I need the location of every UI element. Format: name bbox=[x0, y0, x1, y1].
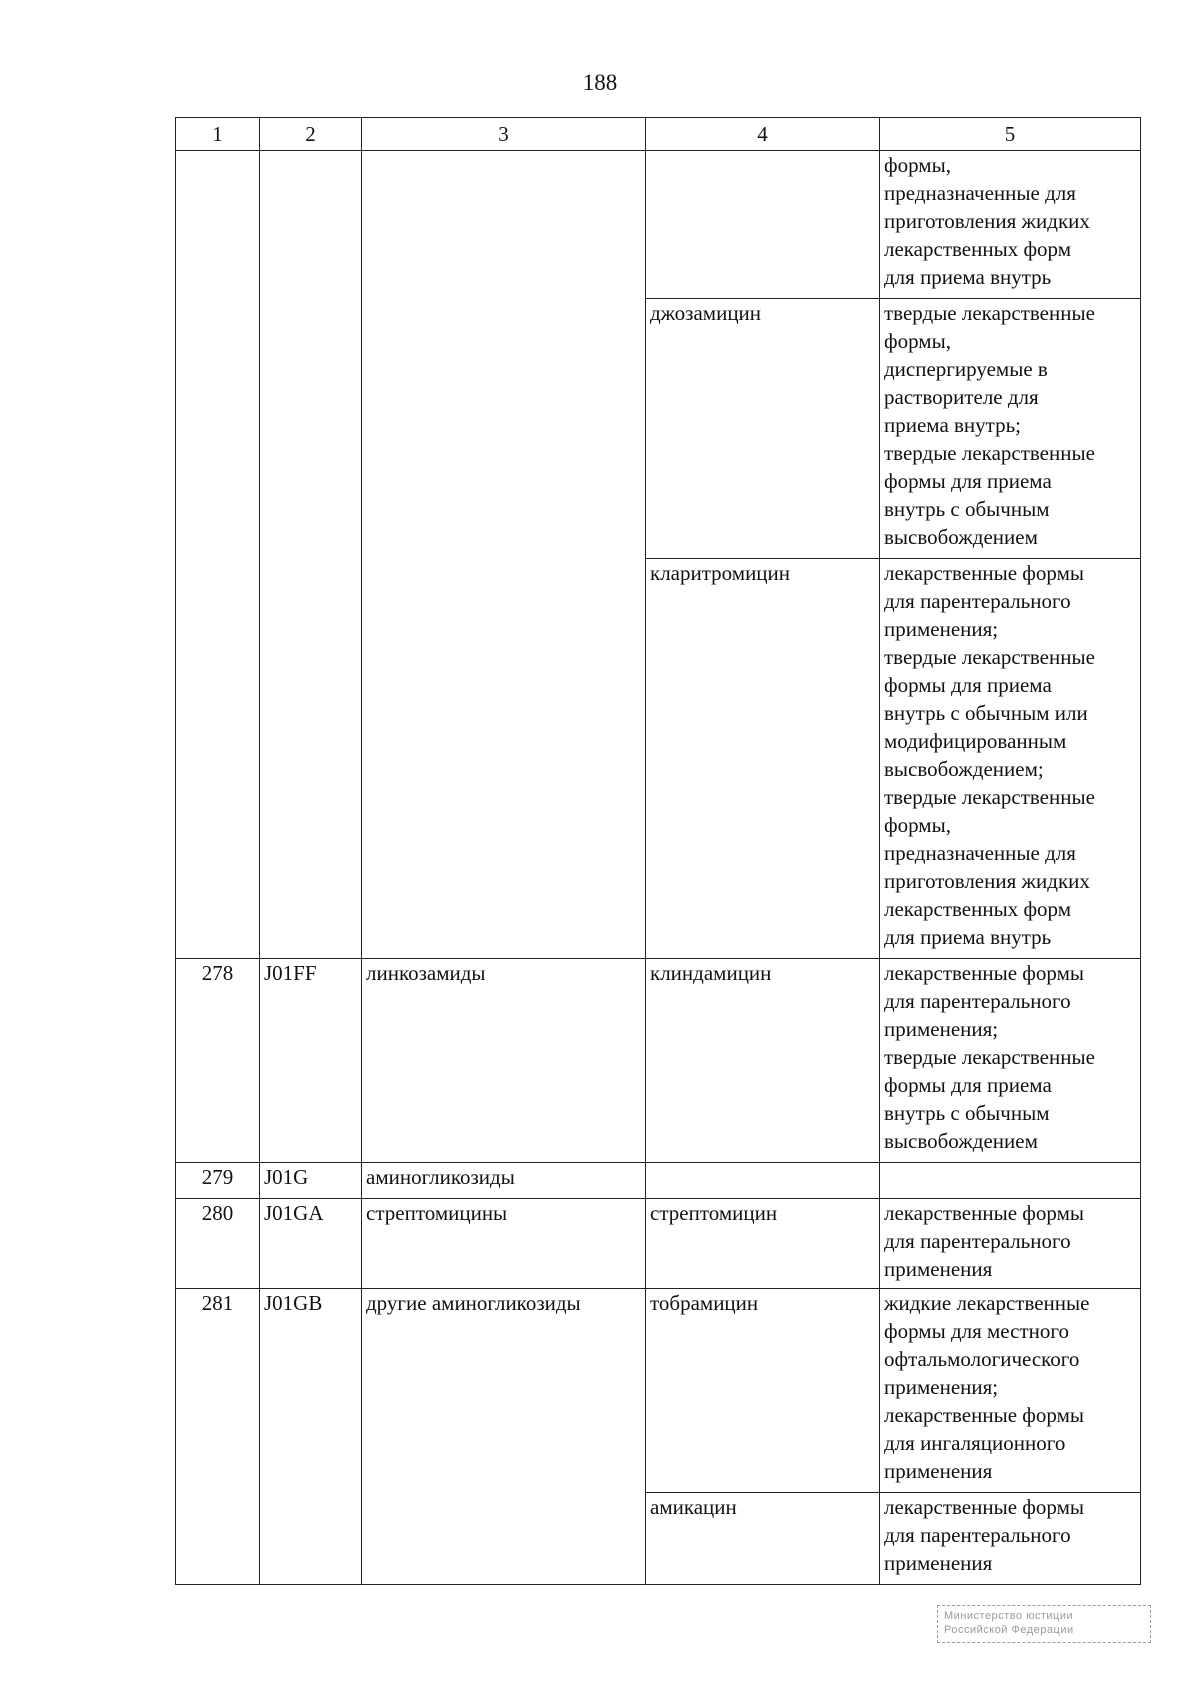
column-header-2: 2 bbox=[260, 118, 362, 151]
registration-stamp: Министерство юстиции Российской Федерации bbox=[937, 1605, 1151, 1643]
dosage-form bbox=[880, 1163, 1141, 1199]
anatomic-therapeutic-group: другие аминогликозиды bbox=[362, 1289, 646, 1585]
drug-name bbox=[646, 1163, 880, 1199]
atc-code bbox=[260, 151, 362, 959]
drug-name bbox=[646, 151, 880, 299]
dosage-form: твердые лекарственные формы, диспергируемые в растворителе для приема внутрь; твердые лекарственные формы для приема внутрь с обычным высвобождением bbox=[880, 299, 1141, 559]
atc-code: J01GB bbox=[260, 1289, 362, 1585]
anatomic-therapeutic-group bbox=[362, 151, 646, 959]
column-header-1: 1 bbox=[176, 118, 260, 151]
drug-name: стрептомицин bbox=[646, 1199, 880, 1289]
anatomic-therapeutic-group: линкозамиды bbox=[362, 959, 646, 1163]
table-row bbox=[176, 151, 1141, 299]
row-number: 280 bbox=[176, 1199, 260, 1289]
table-row bbox=[176, 959, 1141, 1163]
dosage-form: лекарственные формы для парентерального применения; твердые лекарственные формы для приема внутрь с обычным или модифицированным высвобождением; твердые лекарственные формы, предназначенные для приготовления жидких лекарственных форм для приема внутрь bbox=[880, 559, 1141, 959]
atc-code: J01GA bbox=[260, 1199, 362, 1289]
table-row bbox=[176, 1199, 1141, 1289]
table-row bbox=[176, 1289, 1141, 1493]
drug-name: клиндамицин bbox=[646, 959, 880, 1163]
column-header-5: 5 bbox=[880, 118, 1141, 151]
dosage-form: формы, предназначенные для приготовления жидких лекарственных форм для приема внутрь bbox=[880, 151, 1141, 299]
atc-code: J01G bbox=[260, 1163, 362, 1199]
drug-name: кларитромицин bbox=[646, 559, 880, 959]
dosage-form: жидкие лекарственные формы для местного офтальмологического применения; лекарственные формы для ингаляционного применения bbox=[880, 1289, 1141, 1493]
table-row bbox=[176, 1163, 1141, 1199]
page-number: 188 bbox=[582, 70, 618, 95]
anatomic-therapeutic-group: аминогликозиды bbox=[362, 1163, 646, 1199]
dosage-form: лекарственные формы для парентерального применения; твердые лекарственные формы для приема внутрь с обычным высвобождением bbox=[880, 959, 1141, 1163]
row-number: 278 bbox=[176, 959, 260, 1163]
column-header-4: 4 bbox=[646, 118, 880, 151]
anatomic-therapeutic-group: стрептомицины bbox=[362, 1199, 646, 1289]
drug-name: тобрамицин bbox=[646, 1289, 880, 1493]
drug-name: джозамицин bbox=[646, 299, 880, 559]
dosage-form: лекарственные формы для парентерального применения bbox=[880, 1199, 1141, 1289]
header-row bbox=[176, 118, 1141, 151]
column-header-3: 3 bbox=[362, 118, 646, 151]
atc-code: J01FF bbox=[260, 959, 362, 1163]
row-number bbox=[176, 151, 260, 959]
row-number: 279 bbox=[176, 1163, 260, 1199]
drug-name: амикацин bbox=[646, 1493, 880, 1585]
dosage-form: лекарственные формы для парентерального применения bbox=[880, 1493, 1141, 1585]
row-number: 281 bbox=[176, 1289, 260, 1585]
drug-list-table bbox=[175, 117, 1141, 1585]
